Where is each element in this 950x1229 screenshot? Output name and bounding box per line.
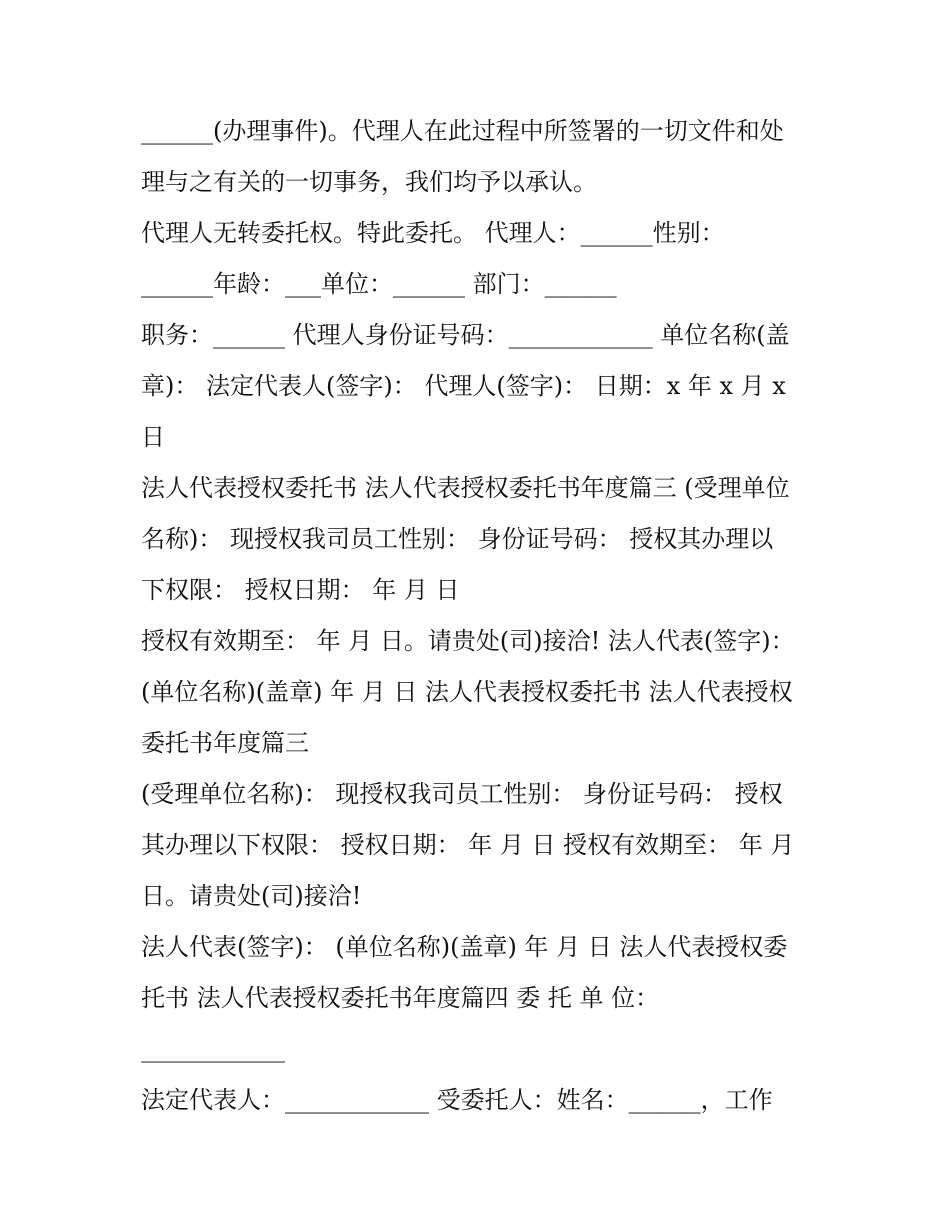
text-line: 代理人无转委托权。特此委托。 代理人：______性别： bbox=[141, 219, 725, 247]
text-line: 托书 法人代表授权委托书年度篇四 委 托 单 位： bbox=[141, 984, 660, 1012]
text-line: 章)： 法定代表人(签字)： 代理人(签字)： 日期：x 年 x 月 x bbox=[141, 372, 786, 400]
text-line: 法定代表人：____________ 受委托人：姓名：______，工作 bbox=[141, 1086, 773, 1114]
text-line: 日 bbox=[141, 423, 165, 451]
text-line: (单位名称)(盖章) 年 月 日 法人代表授权委托书 法人代表授权 bbox=[141, 678, 793, 706]
text-line: ____________ bbox=[141, 1035, 285, 1063]
text-line: 日。请贵处(司)接洽! bbox=[141, 882, 362, 910]
text-line: 其办理以下权限： 授权日期： 年 月 日 授权有效期至： 年 月 bbox=[141, 831, 795, 859]
text-line: ______年龄：___单位：______ 部门：______ bbox=[141, 270, 617, 298]
text-line: 下权限： 授权日期： 年 月 日 bbox=[141, 576, 460, 604]
text-line: 法人代表(签字)： (单位名称)(盖章) 年 月 日 法人代表授权委 bbox=[141, 933, 788, 961]
document-body bbox=[141, 106, 831, 1126]
text-line: 名称)： 现授权我司员工性别： 身份证号码： 授权其办理以 bbox=[141, 525, 774, 553]
text-line: 理与之有关的一切事务，我们均予以承认。 bbox=[141, 168, 597, 196]
text-line: 法人代表授权委托书 法人代表授权委托书年度篇三 (受理单位 bbox=[141, 474, 790, 502]
text-line: 授权有效期至： 年 月 日。请贵处(司)接洽! 法人代表(签字)： bbox=[141, 627, 795, 655]
text-line: 职务：______ 代理人身份证号码：____________ 单位名称(盖 bbox=[141, 321, 790, 349]
text-line: 委托书年度篇三 bbox=[141, 729, 309, 757]
text-line: ______(办理事件)。代理人在此过程中所签署的一切文件和处 bbox=[141, 117, 784, 145]
text-line: (受理单位名称)： 现授权我司员工性别： 身份证号码： 授权 bbox=[141, 780, 783, 808]
